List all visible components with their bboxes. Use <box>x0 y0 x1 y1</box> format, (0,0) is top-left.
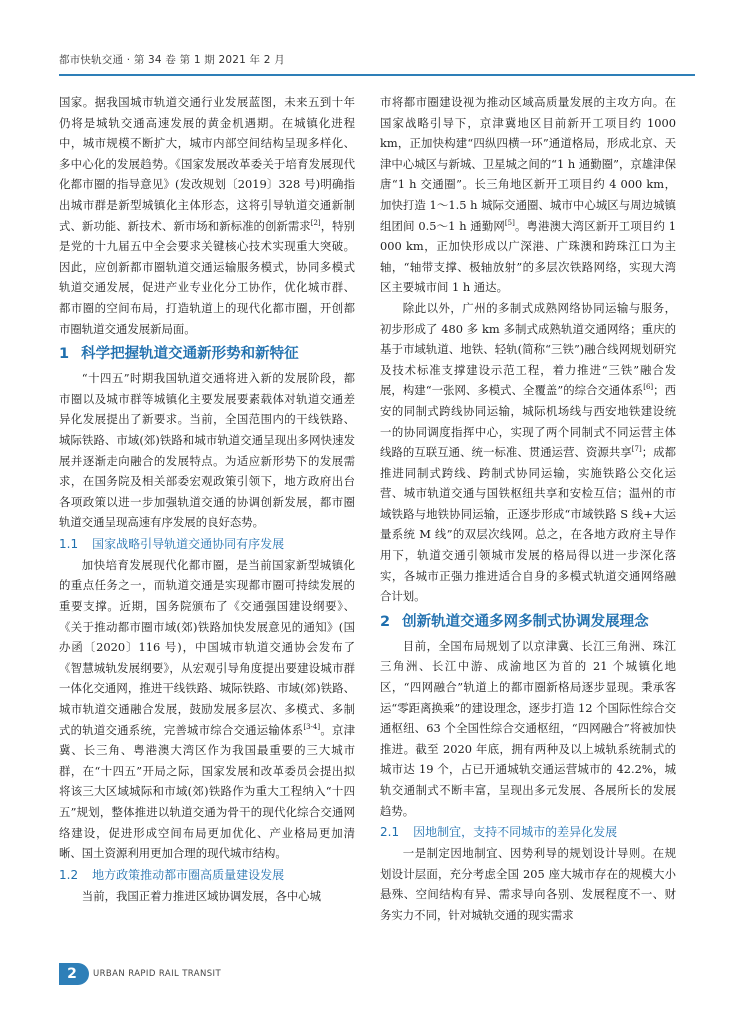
paragraph: “十四五”时期我国轨道交通将进入新的发展阶段，都市圈以及城市群等城镇化主要发展要素载体对轨道交通差异化发展提出了新要求。当前，全国范围内的干线铁路、城际铁路、市域(郊)铁路和城市轨道交通呈现出多网快速发展并逐渐走向融合的发展特点。为适应新形势下的发展需求，在国务院及相关部委宏观政策引领下，地方政府出台各项政策以进一步加强轨道交通的协调创新发展，都市圈轨道交通呈现高速有序发展的良好态势。 <box>59 371 355 530</box>
paragraph: 目前，全国布局规划了以京津冀、长江三角洲、珠江三角洲、长江中游、成渝地区为首的 21 个城镇化地区，“四网融合”轨道上的都市圈新格局逐步显现。秉承客运“零距离换乘”的建设理念，逐步打造 12 个国际性综合交通枢纽、63 个全国性综合交通枢纽，“四网融合”将被加快推进。截至 2020 年底，拥有两种及以上城轨系统制式的城市达 19 个，占已开通城轨交通运营城市的 42.2%，城轨交通制式不断丰富，呈现出多元发展、各展所长的发展趋势。 <box>380 638 676 818</box>
section-heading: 1 科学把握轨道交通新形势和新特征 <box>59 346 299 363</box>
journal-name: URBAN RAPID RAIL TRANSIT <box>93 969 222 979</box>
citation: [6] <box>643 383 654 392</box>
paragraph: 除此以外，广州的多制式成熟网络协同运输与服务，初步形成了 480 多 km 多制式成熟轨道交通网络；重庆的基于市域轨道、地铁、轻轨(简称“三铁”)融合线网规划研究及技术标准支撑建设示范工程，着力推进“三铁”融合发展，构建“一张网、多模式、全覆盖”的综合交通体系[6]；西安的同制式跨线协同运输，城际机场线与西安地铁建设统一的协同调度指挥中心，实现了两个同制式不同运营主体线路的互联互通、统一标准、贯通运营、资源共享[7]；成都推进同制式跨线、跨制式协同运输，实施铁路公交化运营、城市轨道交通与国铁枢纽共享和安检互信；温州的市域铁路与地铁协同运输，正逐步形成“市域铁路 S 线+大运量系统 M 线”的双层次线网。总之，在各地方政府主导作用下，轨道交通引领城市发展的格局得以进一步深化落实，各城市正强力推进适合自身的多模式轨道交通网络融合计划。 <box>380 300 676 604</box>
subsection-heading: 2.1 因地制宜，支持不同城市的差异化发展 <box>380 825 618 840</box>
paragraph: 一是制定因地制宜、因势利导的规划设计导则。在规划设计层面，充分考虑全国 205 座大城市存在的规模大小悬殊、空间结构有异、需求导向各别、发展程度不一、财务实力不同，针对城轨交通的现实需求 <box>380 846 676 922</box>
header-rule <box>59 74 695 76</box>
running-head: 都市快轨交通 · 第 34 卷 第 1 期 2021 年 2 月 <box>59 54 285 66</box>
page-number: 2 <box>59 963 89 985</box>
citation: [3-4] <box>303 722 321 731</box>
section-heading: 2 创新轨道交通多网多制式协调发展理念 <box>380 613 649 630</box>
citation: [7] <box>631 445 642 454</box>
subsection-heading: 1.2 地方政策推动都市圈高质量建设发展 <box>59 867 285 882</box>
paragraph: 国家。据我国城市轨道交通行业发展蓝图，未来五到十年仍将是城轨交通高速发展的黄金机遇期。在城镇化进程中，城市规模不断扩大，城市内部空间结构呈现多样化、多中心化的发展趋势。《国家发展改革委关于培育发展现代化都市圈的指导意见》(发改规划〔2019〕328 号)明确指出城市群是新型城镇化主体形态，这将引导轨道交通新制式、新功能、新技术、新市场和新标准的创新需求[2]，特别是党的十九届五中全会要求关键核心技术实现重大突破。因此，应创新都市圈轨道交通运输服务模式，协同多模式轨道交通发展，促进产业专业化分工协作，优化城市群、都市圈的空间布局，打造轨道上的现代化都市圈，开创都市圈轨道交通发展新局面。 <box>59 95 355 336</box>
citation: [5] <box>504 218 515 227</box>
paragraph: 加快培育发展现代化都市圈，是当前国家新型城镇化的重点任务之一，而轨道交通是实现都市圈可持续发展的重要支撑。近期，国务院颁布了《交通强国建设纲要》、《关于推动都市圈市域(郊)铁路加快发展意见的通知》(国办函〔2020〕116 号)，中国城市轨道交通协会发布了《智慧城轨发展纲要》，从宏观引导角度提出要建设城市群一体化交通网，推进干线铁路、城际铁路、市域(郊)铁路、城市轨道交通融合发展，鼓励发展多层次、多模式、多制式的轨道交通系统，完善城市综合交通运输体系[3-4]。京津冀、长三角、粤港澳大湾区作为我国最重要的三大城市群，在“十四五”开局之际，国家发展和改革委员会提出拟将该三大区域城际和市域(郊)铁路作为重大工程纳入“十四五”规划，整体推进以轨道交通为骨干的现代化综合交通网络建设，促进形成空间布局更加优化、产业格局更加清晰、国土资源利用更加合理的现代城市结构。 <box>59 557 355 861</box>
paragraph: 市将都市圈建设视为推动区域高质量发展的主攻方向。在国家战略引导下，京津冀地区目前新开工项目约 1000 km，正加快构建“四纵四横一环”通道格局，形成北京、天津中心城区与新城、卫星城之间的“1 h 通勤圈”，京雄津保唐“1 h 交通圈”。长三角地区新开工项目约 4 000 km，加快打造 1～1.5 h 城际交通圈、城市中心城区与周边城镇组团间 0.5～1 h 通勤网[5]。粤港澳大湾区新开工项目约 1 000 km，正加快形成以广深港、广珠澳和跨珠江口为主轴，“轴带支撑、极轴放射”的多层次铁路网络，实现大湾区主要城市间 1 h 通达。 <box>380 95 676 295</box>
citation: [2] <box>310 218 321 227</box>
subsection-heading: 1.1 国家战略引导轨道交通协同有序发展 <box>59 536 285 551</box>
page-footer <box>59 963 221 985</box>
paragraph: 当前，我国正着力推进区域协调发展，各中心城 <box>81 888 322 903</box>
right-column <box>380 92 676 926</box>
left-column <box>59 92 355 906</box>
